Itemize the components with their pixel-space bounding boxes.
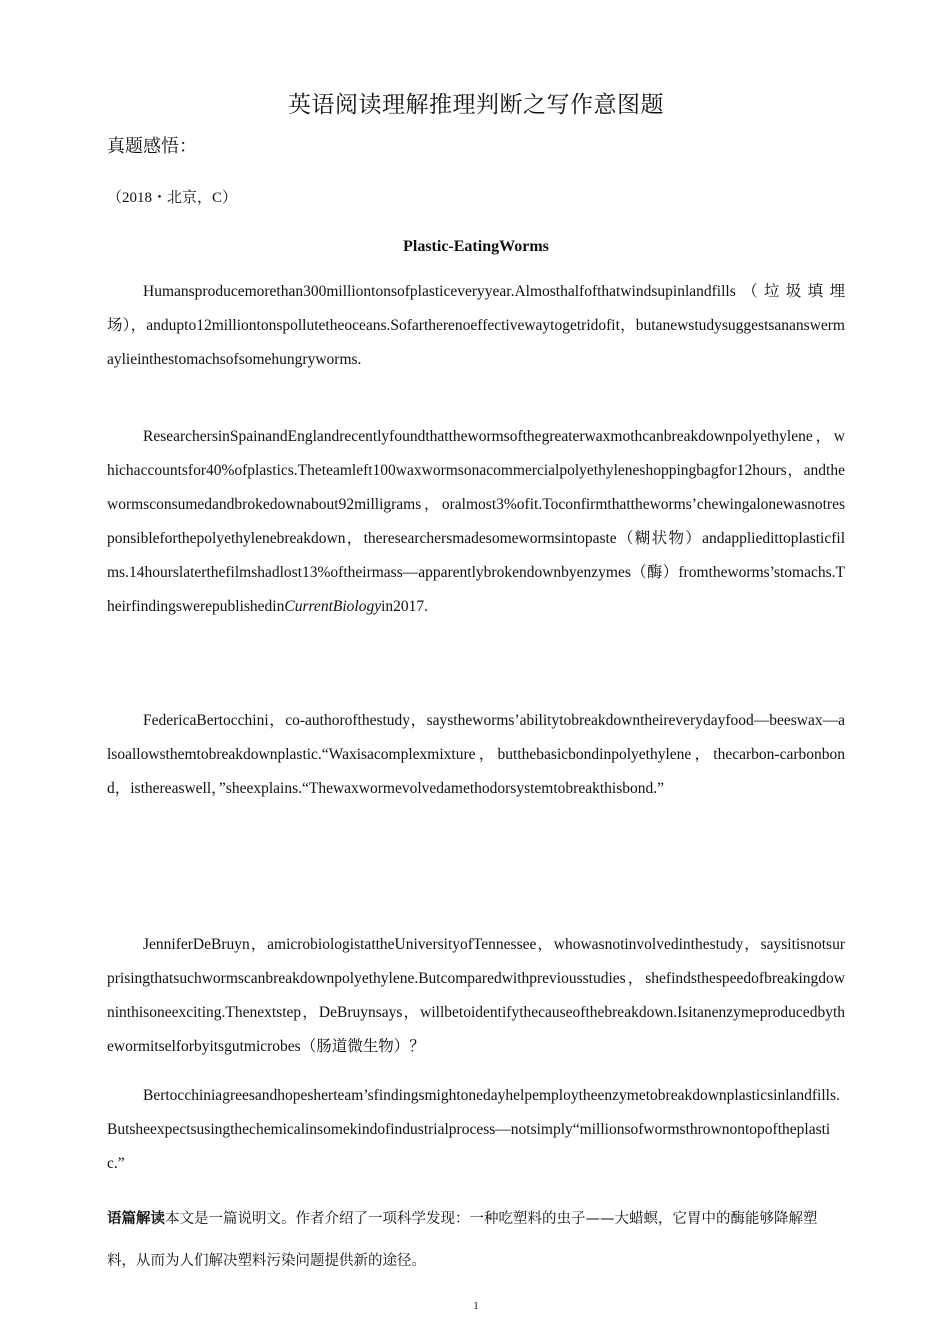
journal-name: CurrentBiology [284, 598, 382, 615]
paragraph-2-text: ResearchersinSpainandEnglandrecentlyfoundthatthewormsofthegreaterwaxmothcanbreakdownpolyethylene，whichaccountsfor40%ofplastics.Theteamleft100waxwormsonacommercialpolyethyleneshoppingbagfor12hours，andthewormsconsumedandbrokedownabout92milligrams，oralmost3%ofit.Toconfirmthattheworms’chewingalonewasnotresponsibleforthepolyethylenebreakdown，theresearchersmadesomewormsintopaste（糊状物）andappliedittoplasticfilms.14hourslaterthefilmshadlost13%oftheirmass—apparentlybrokendownbyenzymes（酶）fromtheworms’stomachs.Theirfindingswerepublishedin [107, 428, 845, 615]
article-title: Plastic-EatingWorms [403, 238, 549, 255]
passage-analysis [107, 1198, 845, 1282]
paragraph-4: JenniferDeBruyn，amicrobiologistattheUniversityofTennessee，whowasnotinvolvedinthestudy，saysitisnotsurprisingthatsuchwormscanbreakdownpolyethylene.Butcomparedwithpreviousstudies，shefindsthespeedofbreakingdowninthisoneexciting.Thenextstep，DeBruynsays，willbetoidentifythecauseofthebreakdown.Isitanenzymeproducedbythewormitselforbyitsgutmicrobes（肠道微生物）？ [107, 936, 845, 1055]
paragraph-1: Humansproducemorethan300milliontonsofplasticeveryyear.Almosthalfofthatwindsupinlandfills（垃圾填埋场），andupto12milliontonspollutetheoceans.Sofartherenoeffectivewaytogetridofit，butanewstudysuggestsananswermaylieinthestomachsofsomehungryworms. [107, 283, 845, 368]
section-label: 真题感悟： [107, 136, 197, 156]
exam-source: （2018・北京，C） [107, 190, 238, 206]
page-title: 英语阅读理解推理判断之写作意图题 [288, 92, 664, 117]
paragraph-3: FedericaBertocchini，co-authorofthestudy，saystheworms’abilitytobreakdowntheireverydayfood—beeswax—alsoallowsthemtobreakdownplastic.“Waxisacomplexmixture，butthebasicbondinpolyethylene，thecarbon-carbonbond，isthereaswell，”sheexplains.“Thewaxwormevolvedamethodorsystemtobreakthisbond.” [107, 712, 845, 797]
paragraph-2-end: in2017. [381, 598, 429, 615]
paragraph-2 [107, 420, 845, 624]
paragraph-5: Bertocchiniagreesandhopesherteam’sfindingsmightonedayhelpemploytheenzymetobreakdownplasticsinlandfills.Butsheexpectsusingthechemicalinsomekindofindustrialprocess—notsimply“millionsofwormsthrownontopoftheplastic.” [107, 1087, 840, 1172]
analysis-text: 本文是一篇说明文。作者介绍了一项科学发现：一种吃塑料的虫子——大蜡螟，它胃中的酶能够降解塑料，从而为人们解决塑料污染问题提供新的途径。 [107, 1211, 818, 1269]
analysis-label: 语篇解读 [107, 1211, 165, 1227]
page-number: 1 [473, 1300, 479, 1312]
